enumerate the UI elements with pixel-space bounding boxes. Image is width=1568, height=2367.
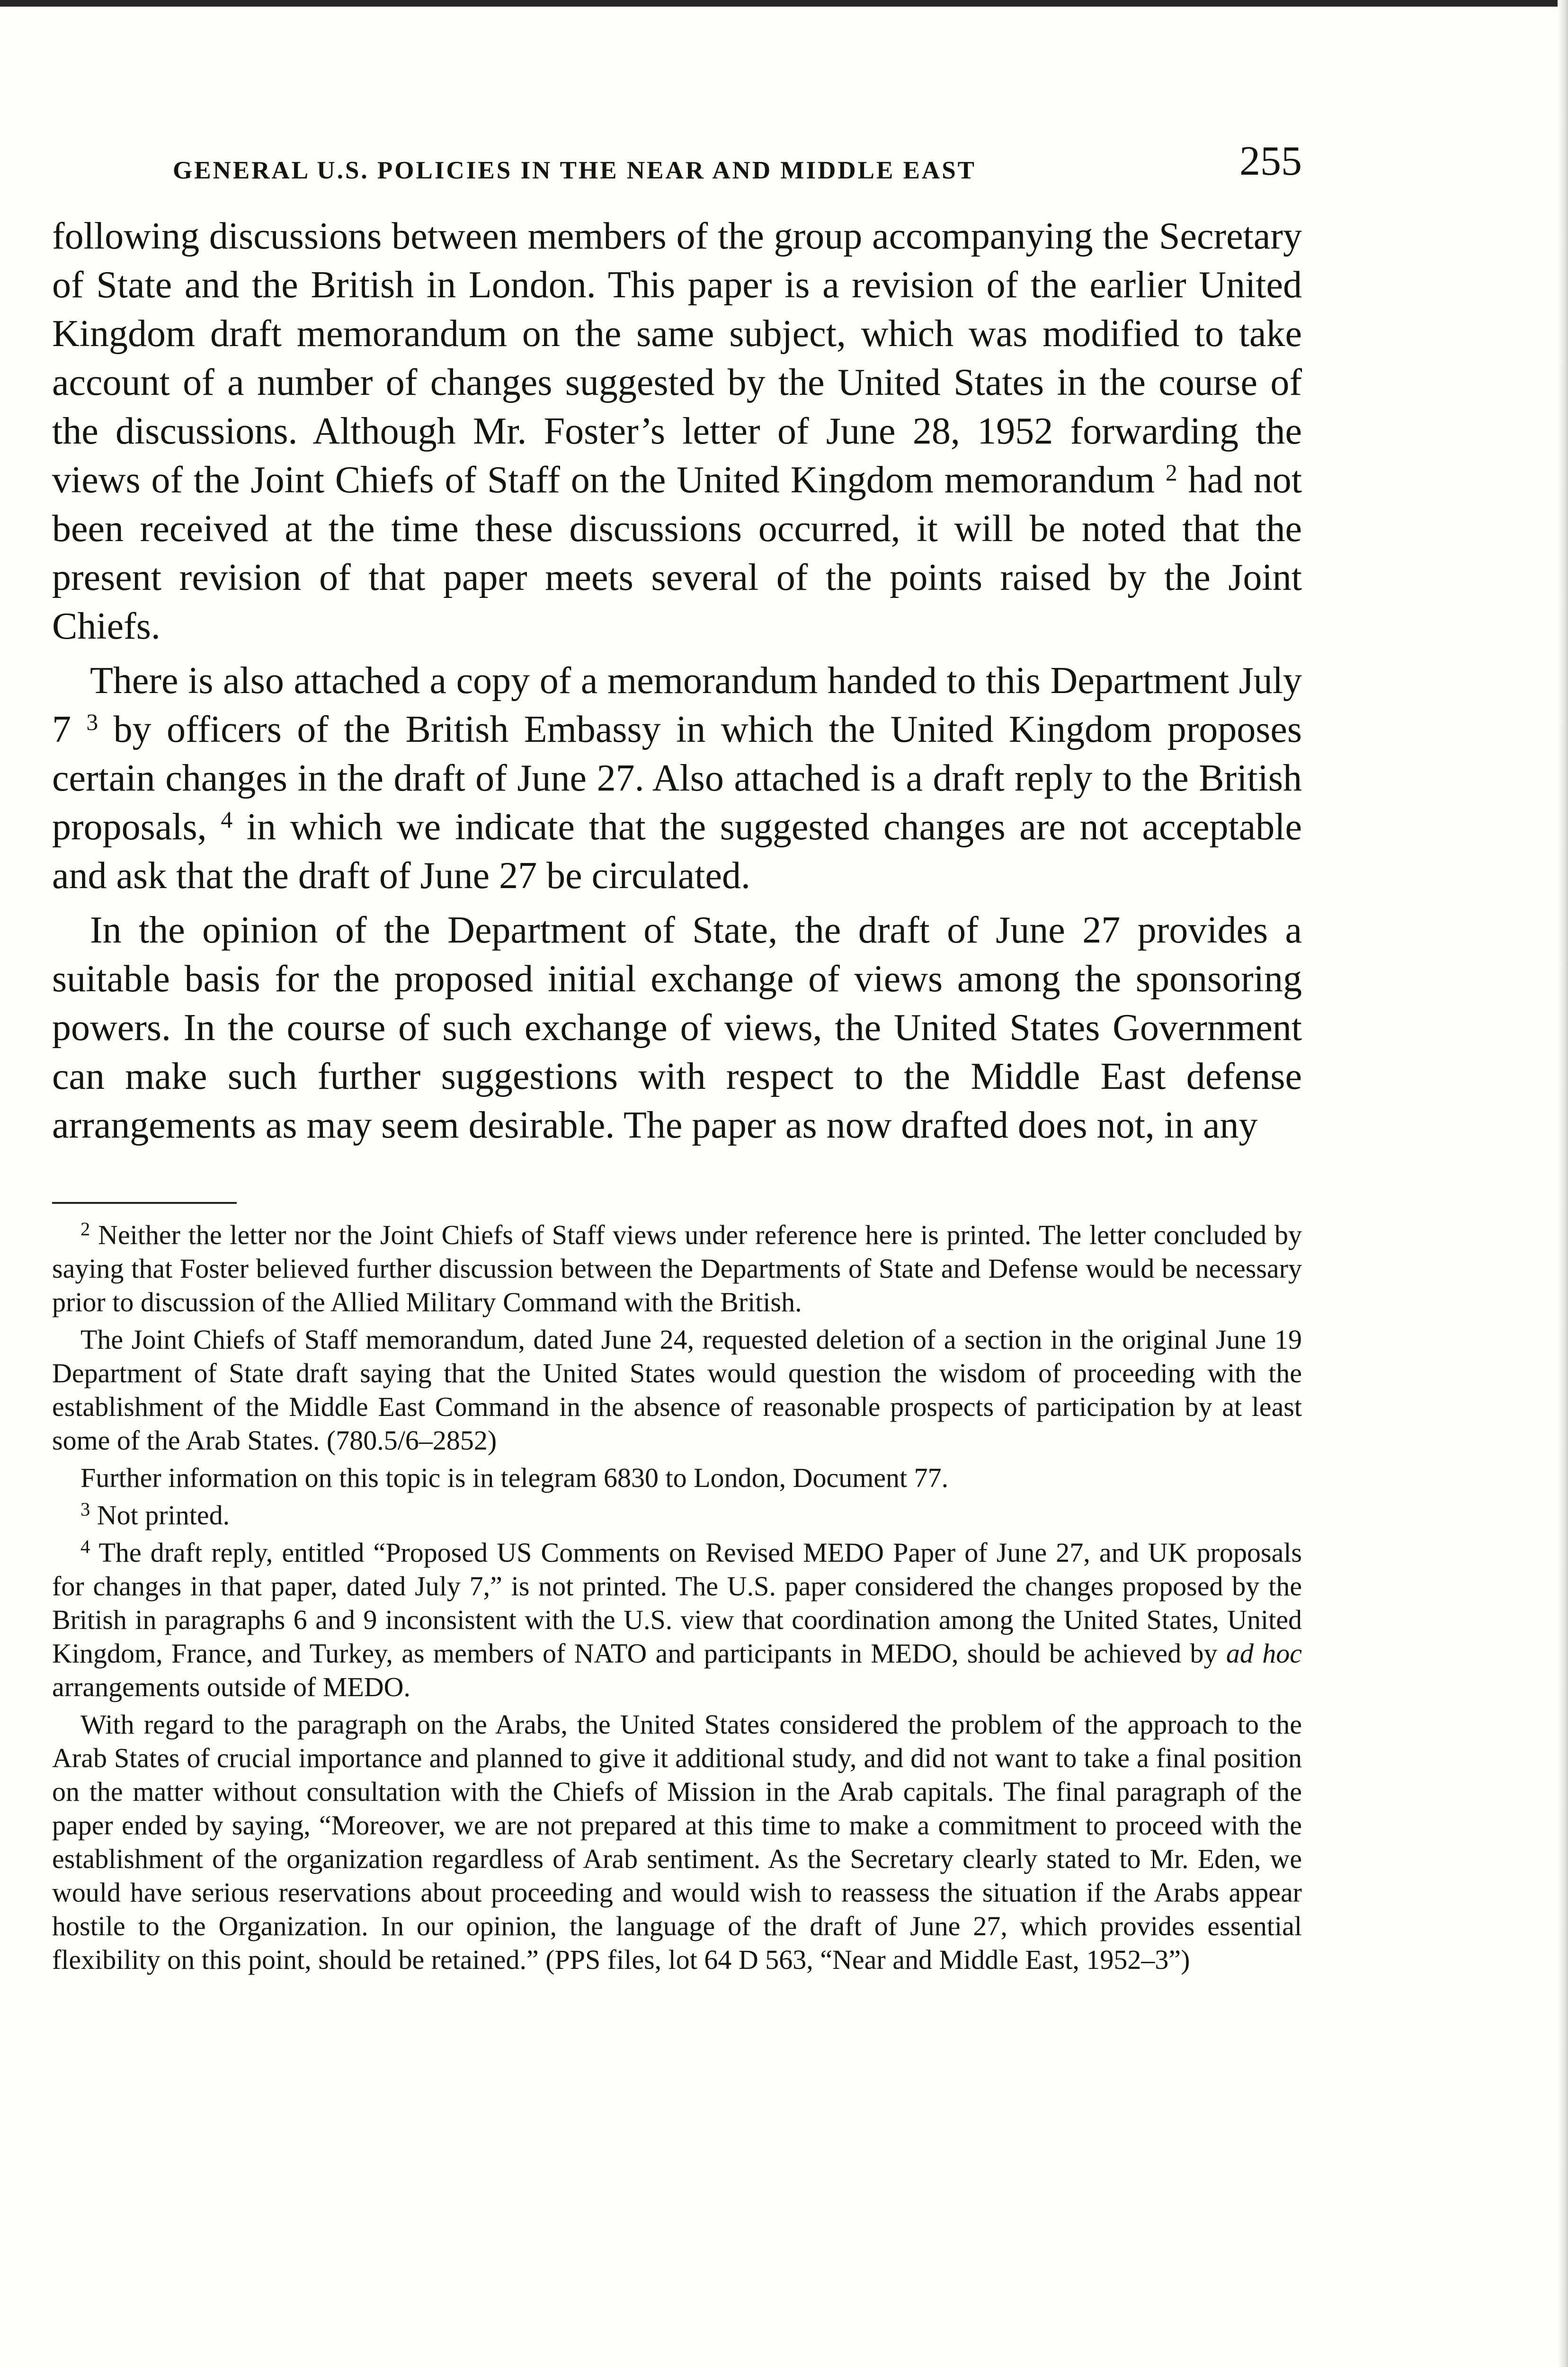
body-text xyxy=(52,212,1302,1150)
page-number: 255 xyxy=(1239,138,1302,184)
footnote-2-paragraph-3: Further information on this topic is in telegram 6830 to London, Document 77. xyxy=(80,1462,949,1493)
footnote-3-text: Not printed. xyxy=(90,1500,230,1531)
paragraph-3: In the opinion of the Department of State, the draft of June 27 provides a suitable basis for the proposed initial exchange of views among the sponsoring powers. In the course of such exchange of views, the United States Government can make such further suggestions with respect to the Middle East defense arrangements as may seem desirable. The paper as now drafted does not, in any xyxy=(52,909,1302,1146)
paragraph-2 xyxy=(52,657,1302,900)
paragraph-2-text-b: by officers of the British Embassy in which the United Kingdom proposes certain changes in the draft of June 27. Also attached is a draft reply to the British proposals, xyxy=(52,709,1302,848)
paragraph-2-text-c: in which we indicate that the suggested changes are not acceptable and ask that the draft of June 27 be circulated. xyxy=(52,806,1302,897)
paragraph-1-text-a: following discussions between members of the group accompanying the Secretary of State and the British in London. This paper is a revision of the earlier United Kingdom draft memorandum on the same subject, which was modified to take account of a number of changes suggested by the United States in the course of the discussions. Although Mr. Foster’s letter of June 28, 1952 forwarding the views of the Joint Chiefs of Staff on the United Kingdom memorandum xyxy=(52,215,1302,501)
footnotes xyxy=(52,1218,1302,1976)
footnote-ref-4: 4 xyxy=(221,807,233,833)
footnote-3 xyxy=(52,1498,1302,1532)
paragraph-1-text-b: had not been received at the time these discussions occurred, it will be noted that the present revision of that paper meets several of the points raised by the Joint Chiefs. xyxy=(52,459,1302,647)
footnote-ref-2: 2 xyxy=(1165,460,1177,486)
running-head: GENERAL U.S. POLICIES IN THE NEAR AND MIDDLE EAST xyxy=(173,157,977,184)
footnote-ref-3: 3 xyxy=(86,709,98,736)
footnote-4-text-b: arrangements outside of MEDO. xyxy=(52,1672,411,1702)
page-edge-shadow xyxy=(1558,0,1568,2367)
paragraph-2-text-a: There is also attached a copy of a memorandum handed to this Department July 7 xyxy=(52,660,1302,750)
footnote-4-mark: 4 xyxy=(80,1536,90,1557)
footnote-3-mark: 3 xyxy=(80,1498,90,1520)
footnote-2 xyxy=(52,1218,1302,1319)
footnote-4-text-a: The draft reply, entitled “Proposed US Comments on Revised MEDO Paper of June 27, and UK proposals for changes in that paper, dated July 7,” is not printed. The U.S. paper considered the changes proposed by the British in paragraphs 6 and 9 inconsistent with the U.S. view that coordination among the United States, United Kingdom, France, and Turkey, as members of NATO and participants in MEDO, should be achieved by xyxy=(52,1537,1302,1669)
document-page xyxy=(52,137,1302,1976)
footnote-4 xyxy=(52,1536,1302,1704)
footnote-divider xyxy=(52,1202,237,1204)
top-edge-rule xyxy=(0,0,1568,7)
page-header xyxy=(52,137,1302,199)
footnote-2-paragraph-2: The Joint Chiefs of Staff memorandum, dated June 24, requested deletion of a section in the original June 19 Department of State draft saying that the United States would question the wisdom of proceeding with the establishment of the Middle East Command in the absence of reasonable prospects of participation by at least some of the Arab States. (780.5/6–2852) xyxy=(52,1324,1302,1456)
footnote-4-italic: ad hoc xyxy=(1226,1638,1302,1669)
footnote-2-mark: 2 xyxy=(80,1218,90,1240)
paragraph-1 xyxy=(52,212,1302,651)
footnote-2-text: Neither the letter nor the Joint Chiefs of Staff views under reference here is printed. The letter concluded by saying that Foster believed further discussion between the Departments of State and Defense would be necessary prior to discussion of the Allied Military Command with the British. xyxy=(52,1219,1302,1317)
footnote-4-paragraph-2: With regard to the paragraph on the Arabs, the United States considered the problem of the approach to the Arab States of crucial importance and planned to give it additional study, and did not want to take a final position on the matter without consultation with the Chiefs of Mission in the Arab capitals. The final paragraph of the paper ended by saying, “Moreover, we are not prepared at this time to make a commitment to proceed with the establishment of the organization regardless of Arab sentiment. As the Secretary clearly stated to Mr. Eden, we would have serious reservations about proceeding and would wish to reassess the situation if the Arabs appear hostile to the Organization. In our opinion, the language of the draft of June 27, which provides essential flexibility on this point, should be retained.” (PPS files, lot 64 D 563, “Near and Middle East, 1952–3”) xyxy=(52,1709,1302,1975)
